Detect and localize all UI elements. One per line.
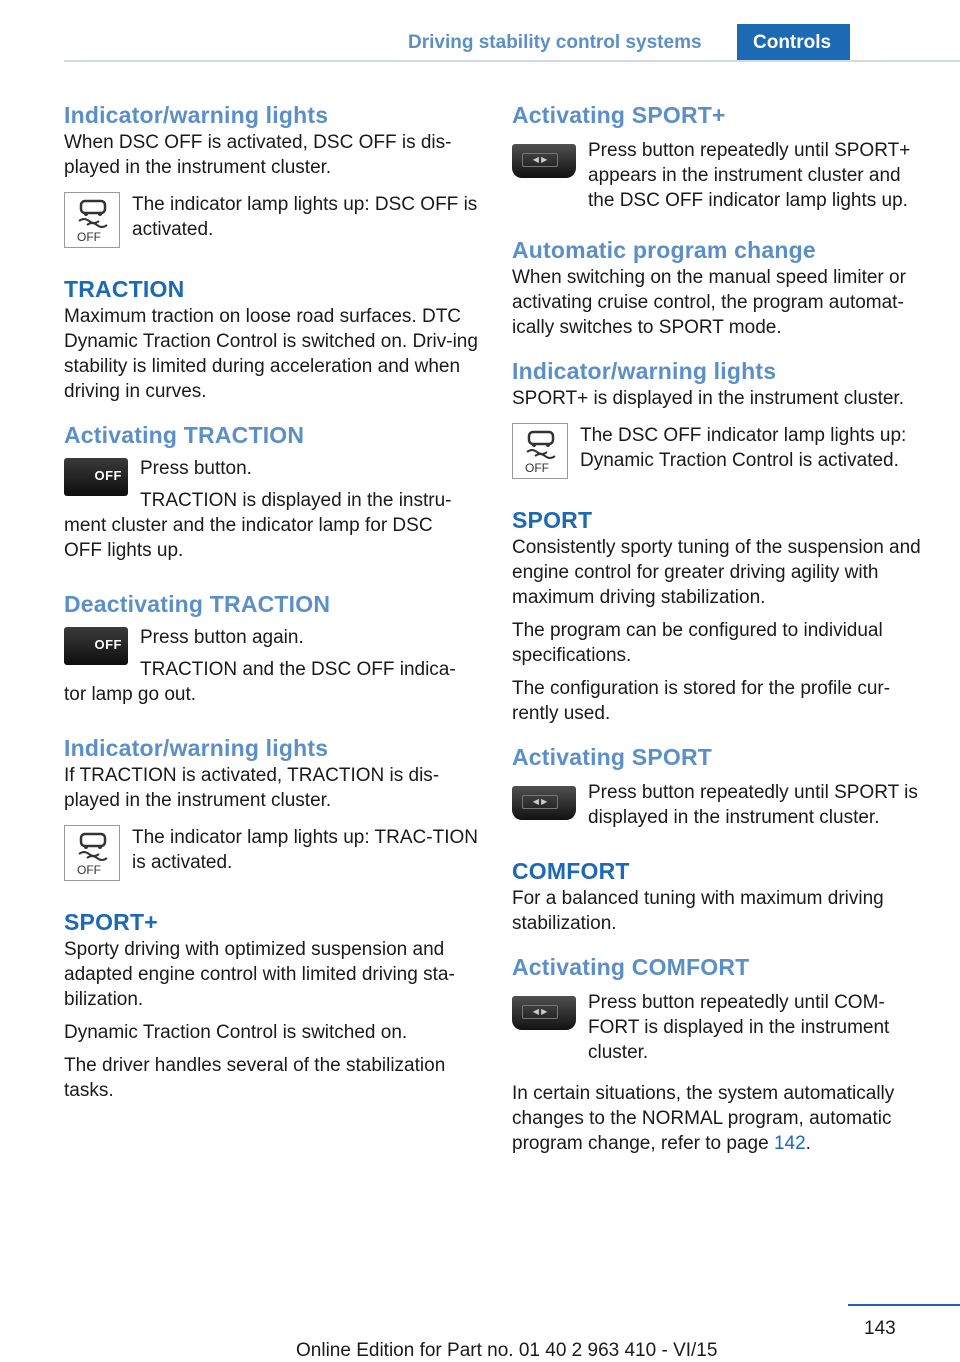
paragraph-sport-2: The program can be configured to individual specifications. <box>512 620 883 666</box>
lamp-1-text: The indicator lamp lights up: DSC OFF is activated. <box>132 194 478 240</box>
activate-traction-step-2: ment cluster and the indicator lamp for DSC OFF lights up. <box>64 515 433 561</box>
button-row-deactivate-traction <box>64 625 484 682</box>
button-row-sport <box>512 780 932 830</box>
footer-rule <box>848 1304 960 1306</box>
paragraph-indicator-2: If TRACTION is activated, TRACTION is dis-played in the instrument cluster. <box>64 765 440 811</box>
activate-comfort-text: Press button repeatedly until COM-FORT is displayed in the instrument cluster. <box>588 992 890 1063</box>
final-text: In certain situations, the system automatically changes to the NORMAL program, automatic program change, refer to page <box>512 1083 895 1154</box>
paragraph-indicator-1: When DSC OFF is activated, DSC OFF is dis-played in the instrument cluster. <box>64 132 452 178</box>
paragraph-sport-plus-3: The driver handles several of the stabilization tasks. <box>64 1055 446 1101</box>
svg-text:OFF: OFF <box>525 461 549 474</box>
lamp-row-3 <box>512 423 932 479</box>
heading-indicator-lights-1: Indicator/warning lights <box>64 102 329 128</box>
button-off-label: OFF <box>94 637 122 652</box>
dsc-off-button-icon <box>64 627 128 665</box>
dsc-off-button-icon <box>64 458 128 496</box>
paragraph-final <box>512 1081 932 1156</box>
button-row-sport-plus <box>512 138 932 213</box>
mode-switch-button-icon <box>512 786 576 820</box>
deactivate-traction-step-1: Press button again. <box>140 627 304 648</box>
heading-activating-traction: Activating TRACTION <box>64 422 305 448</box>
mode-switch-button-icon <box>512 996 576 1030</box>
lamp-3-text: The DSC OFF indicator lamp lights up: Dynamic Traction Control is activated. <box>580 425 907 471</box>
heading-activating-comfort: Activating COMFORT <box>512 954 750 980</box>
chapter-tab: Controls <box>737 24 850 62</box>
paragraph-automatic-change: When switching on the manual speed limiter or activating cruise control, the program automat-ically switches to SPORT mode. <box>512 267 906 338</box>
paragraph-sport-plus-1: Sporty driving with optimized suspension and adapted engine control with limited driving sta-bilization. <box>64 939 455 1010</box>
lamp-2-text: The indicator lamp lights up: TRAC-TION is activated. <box>132 827 478 873</box>
heading-indicator-lights-2: Indicator/warning lights <box>64 735 329 761</box>
final-end: . <box>805 1133 811 1154</box>
activate-traction-step-2-start: TRACTION is displayed in the instru- <box>140 490 452 511</box>
dsc-off-lamp-icon <box>64 192 120 248</box>
paragraph-indicator-3: SPORT+ is displayed in the instrument cluster. <box>512 388 904 409</box>
mode-arrows-icon: ◀ ▶ <box>522 795 558 809</box>
dsc-off-lamp-icon <box>64 825 120 881</box>
activate-sport-plus-text: Press button repeatedly until SPORT+ appears in the instrument cluster and the DSC OFF indicator lamp lights up. <box>588 140 911 211</box>
deactivate-traction-step-2: tor lamp go out. <box>64 684 197 705</box>
mode-arrows-icon: ◀ ▶ <box>522 153 558 167</box>
heading-sport: SPORT <box>512 507 593 533</box>
page-number: 143 <box>864 1318 896 1339</box>
header-rule <box>64 60 960 62</box>
paragraph-comfort: For a balanced tuning with maximum driving stabilization. <box>512 888 884 934</box>
svg-text:OFF: OFF <box>77 863 101 876</box>
button-row-activate-traction <box>64 456 484 513</box>
page-reference-link[interactable]: 142 <box>773 1133 806 1154</box>
lamp-row-1 <box>64 192 484 248</box>
button-row-comfort <box>512 990 932 1065</box>
heading-activating-sport-plus: Activating SPORT+ <box>512 102 726 128</box>
heading-indicator-lights-3: Indicator/warning lights <box>512 358 777 384</box>
svg-text:OFF: OFF <box>77 230 101 243</box>
mode-switch-button-icon <box>512 144 576 178</box>
paragraph-sport-plus-2: Dynamic Traction Control is switched on. <box>64 1022 408 1043</box>
paragraph-sport-3: The configuration is stored for the profile cur-rently used. <box>512 678 891 724</box>
lamp-row-2 <box>64 825 484 881</box>
activate-sport-text: Press button repeatedly until SPORT is displayed in the instrument cluster. <box>588 782 918 828</box>
edition-footer: Online Edition for Part no. 01 40 2 963 410 - VI/15 <box>296 1340 718 1361</box>
button-off-label: OFF <box>94 468 122 483</box>
heading-automatic-program-change: Automatic program change <box>512 237 816 263</box>
left-column <box>64 100 484 1103</box>
heading-comfort: COMFORT <box>512 858 630 884</box>
heading-activating-sport: Activating SPORT <box>512 744 713 770</box>
section-title: Driving stability control systems <box>408 32 702 53</box>
heading-traction: TRACTION <box>64 276 185 302</box>
dsc-off-lamp-icon <box>512 423 568 479</box>
activate-traction-step-1: Press button. <box>140 458 252 479</box>
deactivate-traction-step-2-start: TRACTION and the DSC OFF indica- <box>140 659 456 680</box>
heading-sport-plus: SPORT+ <box>64 909 158 935</box>
heading-deactivating-traction: Deactivating TRACTION <box>64 591 331 617</box>
right-column <box>512 100 932 1156</box>
mode-arrows-icon: ◀ ▶ <box>522 1005 558 1019</box>
paragraph-traction: Maximum traction on loose road surfaces. DTC Dynamic Traction Control is switched on. Driv-ing stability is limited during acceleration and when driving in curves. <box>64 306 478 402</box>
paragraph-sport-1: Consistently sporty tuning of the suspension and engine control for greater driving agility with maximum driving stabilization. <box>512 537 921 608</box>
